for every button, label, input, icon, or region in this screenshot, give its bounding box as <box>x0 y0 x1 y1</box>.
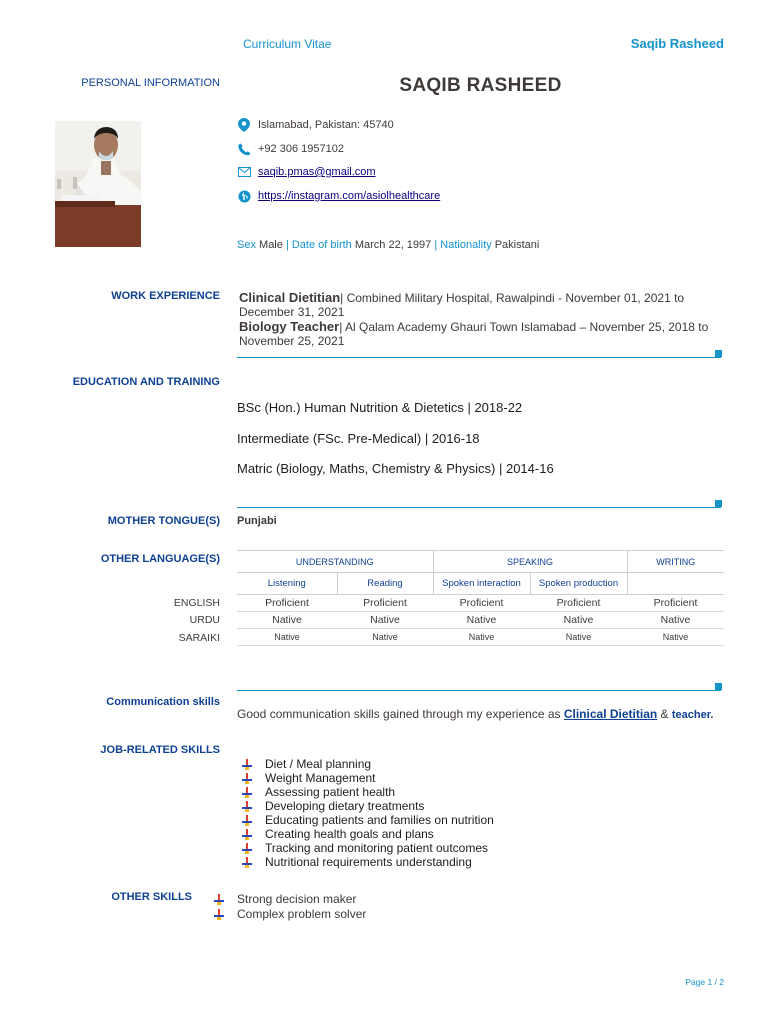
subhead-listening: Listening <box>237 573 337 595</box>
list-item <box>213 907 366 922</box>
profile-photo <box>55 121 141 247</box>
education-label: EDUCATION AND TRAINING <box>72 376 220 388</box>
dob-value: March 22, 1997 <box>354 239 432 251</box>
other-languages-label: OTHER LANGUAGE(S) <box>100 553 220 565</box>
section-divider <box>237 507 721 508</box>
nationality-value: Pakistani <box>494 239 540 251</box>
language-table-subheader <box>237 573 724 595</box>
communication-role-teacher: teacher. <box>671 709 714 721</box>
bullet-icon <box>213 894 225 905</box>
level-cell: Proficient <box>337 595 433 612</box>
sex-value: Male <box>259 239 283 251</box>
section-divider <box>237 690 721 691</box>
skill-text: Complex problem solver <box>237 907 367 921</box>
level-cell: Native <box>337 629 433 646</box>
list-item <box>241 799 494 813</box>
education-item: BSc (Hon.) Human Nutrition & Dietetics | 2018-22 <box>237 400 523 415</box>
separator: | <box>434 239 438 251</box>
work-title: Biology Teacher <box>239 319 340 334</box>
skill-text: Nutritional requirements understanding <box>265 855 472 869</box>
level-cell: Native <box>237 612 337 629</box>
subhead-writing <box>627 573 724 595</box>
bullet-icon <box>241 857 253 868</box>
table-row <box>237 612 724 629</box>
other-skills-list <box>213 892 366 922</box>
group-understanding: UNDERSTANDING <box>237 551 433 573</box>
list-item <box>241 771 494 785</box>
section-divider <box>237 357 721 358</box>
level-cell: Proficient <box>237 595 337 612</box>
language-table <box>237 550 724 646</box>
bullet-icon <box>213 909 225 920</box>
bullet-icon <box>241 773 253 784</box>
profile-photo-illustration <box>55 121 141 247</box>
work-item <box>239 291 724 319</box>
website-icon <box>237 189 251 203</box>
level-cell: Native <box>530 629 627 646</box>
nationality-label: Nationality <box>440 239 492 251</box>
education-item: Matric (Biology, Maths, Chemistry & Physics) | 2014-16 <box>237 461 554 476</box>
work-place: | Al Qalam Academy Ghauri Town Islamabad <box>339 320 577 334</box>
list-item <box>241 757 494 771</box>
work-dates: - November 01, 2021 to December 31, 2021 <box>239 291 685 319</box>
table-row <box>237 629 724 646</box>
level-cell: Native <box>337 612 433 629</box>
level-cell: Proficient <box>530 595 627 612</box>
bullet-icon <box>241 815 253 826</box>
bullet-icon <box>241 843 253 854</box>
phone-icon <box>237 142 251 156</box>
list-item <box>241 855 494 869</box>
communication-role-dietitian: Clinical Dietitian <box>563 707 658 721</box>
level-cell: Native <box>433 612 530 629</box>
work-dates: – November 25, 2018 to November 25, 2021 <box>239 320 709 348</box>
skill-text: Strong decision maker <box>237 892 357 906</box>
email-row <box>237 165 376 179</box>
address-row <box>237 118 394 132</box>
work-place: | Combined Military Hospital, Rawalpindi <box>340 291 555 305</box>
candidate-name: SAQIB RASHEED <box>399 75 562 96</box>
mother-tongue-label: MOTHER TONGUE(S) <box>107 515 220 527</box>
work-item <box>239 320 724 348</box>
language-table-group-header <box>237 551 724 573</box>
skill-text: Weight Management <box>265 771 376 785</box>
work-experience-label: WORK EXPERIENCE <box>111 290 220 302</box>
job-skills-label: JOB-RELATED SKILLS <box>100 744 220 756</box>
dob-label: Date of birth <box>291 239 352 251</box>
list-item <box>241 827 494 841</box>
communication-amp: & <box>657 707 672 721</box>
website-link[interactable]: https://instagram.com/asiolhealthcare <box>258 190 441 202</box>
language-name: URDU <box>189 614 220 626</box>
address-text: Islamabad, Pakistan: 45740 <box>258 119 394 131</box>
page-number: Page 1 / 2 <box>685 977 724 987</box>
skill-text: Diet / Meal planning <box>265 757 372 771</box>
phone-text: +92 306 1957102 <box>258 143 344 155</box>
skill-text: Assessing patient health <box>265 785 396 799</box>
section-divider-marker <box>715 683 722 690</box>
list-item <box>241 841 494 855</box>
owner-header: Saqib Rasheed <box>630 36 724 51</box>
education-item: Intermediate (FSc. Pre-Medical) | 2016-18 <box>237 431 480 446</box>
level-cell: Native <box>237 629 337 646</box>
subhead-spoken-interaction: Spoken interaction <box>433 573 530 595</box>
level-cell: Native <box>433 629 530 646</box>
language-name: SARAIKI <box>178 632 220 644</box>
skill-text: Creating health goals and plans <box>265 827 434 841</box>
subhead-reading: Reading <box>337 573 433 595</box>
subhead-spoken-production: Spoken production <box>530 573 627 595</box>
skill-text: Developing dietary treatments <box>265 799 425 813</box>
communication-sentence: Good communication skills gained through my experience as <box>237 707 564 721</box>
phone-row <box>237 142 344 156</box>
level-cell: Native <box>627 612 724 629</box>
sex-label: Sex <box>237 239 256 251</box>
section-divider-marker <box>715 500 722 507</box>
bullet-icon <box>241 759 253 770</box>
communication-text <box>237 707 713 721</box>
other-skills-label: OTHER SKILLS <box>111 891 192 903</box>
level-cell: Proficient <box>627 595 724 612</box>
skill-text: Tracking and monitoring patient outcomes <box>265 841 489 855</box>
bullet-icon <box>241 801 253 812</box>
personal-details-line <box>237 239 539 251</box>
language-name: ENGLISH <box>173 597 220 609</box>
email-icon <box>237 165 251 179</box>
list-item <box>213 892 366 907</box>
bullet-icon <box>241 829 253 840</box>
website-row <box>237 189 440 203</box>
bullet-icon <box>241 787 253 798</box>
table-row <box>237 595 724 612</box>
list-item <box>241 813 494 827</box>
mother-tongue-value: Punjabi <box>237 515 277 527</box>
email-link[interactable]: saqib.pmas@gmail.com <box>258 166 376 178</box>
location-pin-icon <box>237 118 251 132</box>
list-item <box>241 785 494 799</box>
communication-label: Communication skills <box>106 696 220 708</box>
level-cell: Proficient <box>433 595 530 612</box>
level-cell: Native <box>530 612 627 629</box>
skill-text: Educating patients and families on nutrition <box>265 813 494 827</box>
personal-info-label: PERSONAL INFORMATION <box>81 77 220 89</box>
separator: | <box>285 239 289 251</box>
section-divider-marker <box>715 350 722 357</box>
group-writing: WRITING <box>627 551 724 573</box>
doc-type-header: Curriculum Vitae <box>243 37 332 51</box>
job-skills-list <box>241 757 494 869</box>
group-speaking: SPEAKING <box>433 551 627 573</box>
work-title: Clinical Dietitian <box>239 290 341 305</box>
level-cell: Native <box>627 629 724 646</box>
